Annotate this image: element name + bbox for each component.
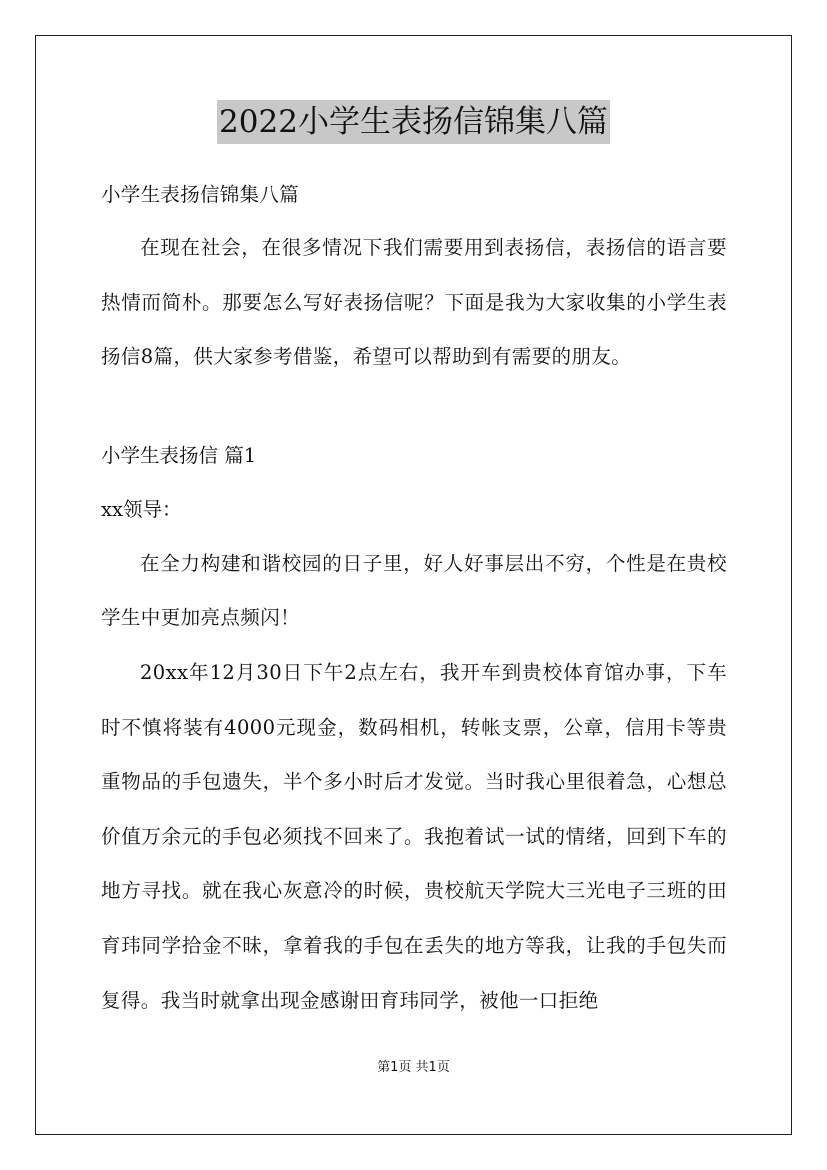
document-title: 2022小学生表扬信锦集八篇 (217, 100, 610, 144)
body-paragraph-1: 在全力构建和谐校园的日子里，好人好事层出不穷，个性是在贵校学生中更加亮点频闪！ (101, 551, 727, 630)
intro-paragraph: 在现在社会，在很多情况下我们需要用到表扬信，表扬信的语言要热情而简朴。那要怎么写好表扬信呢？下面是我为大家收集的小学生表扬信8篇，供大家参考借鉴，希望可以帮助到有需要的朋友。 (101, 236, 727, 369)
page-number-footer: 第1页 共1页 (377, 1060, 450, 1075)
section-gap (101, 385, 727, 429)
document-subtitle: 小学生表扬信锦集八篇 (101, 183, 300, 206)
salutation: xx领导： (101, 497, 182, 521)
title-container (0, 100, 827, 144)
body-paragraph-2: 20xx年12月30日下午2点左右，我开车到贵校体育馆办事，下车时不慎将装有4000元现金，数码相机，转帐支票，公章，信用卡等贵重物品的手包遗失，半个多小时后才发觉。当时我心里很着急，心想总价值万余元的手包必须找不回来了。我抱着试一试的情绪，回到下车的地方寻找。就在我心灰意冷的时候，贵校航天学院大三光电子三班的田育玮同学拾金不昧，拿着我的手包在丢失的地方等我，让我的手包失而复得。我当时就拿出现金感谢田育玮同学，被他一口拒绝 (101, 660, 727, 1012)
document-body (101, 176, 727, 1028)
section-heading: 小学生表扬信 篇1 (101, 443, 257, 467)
